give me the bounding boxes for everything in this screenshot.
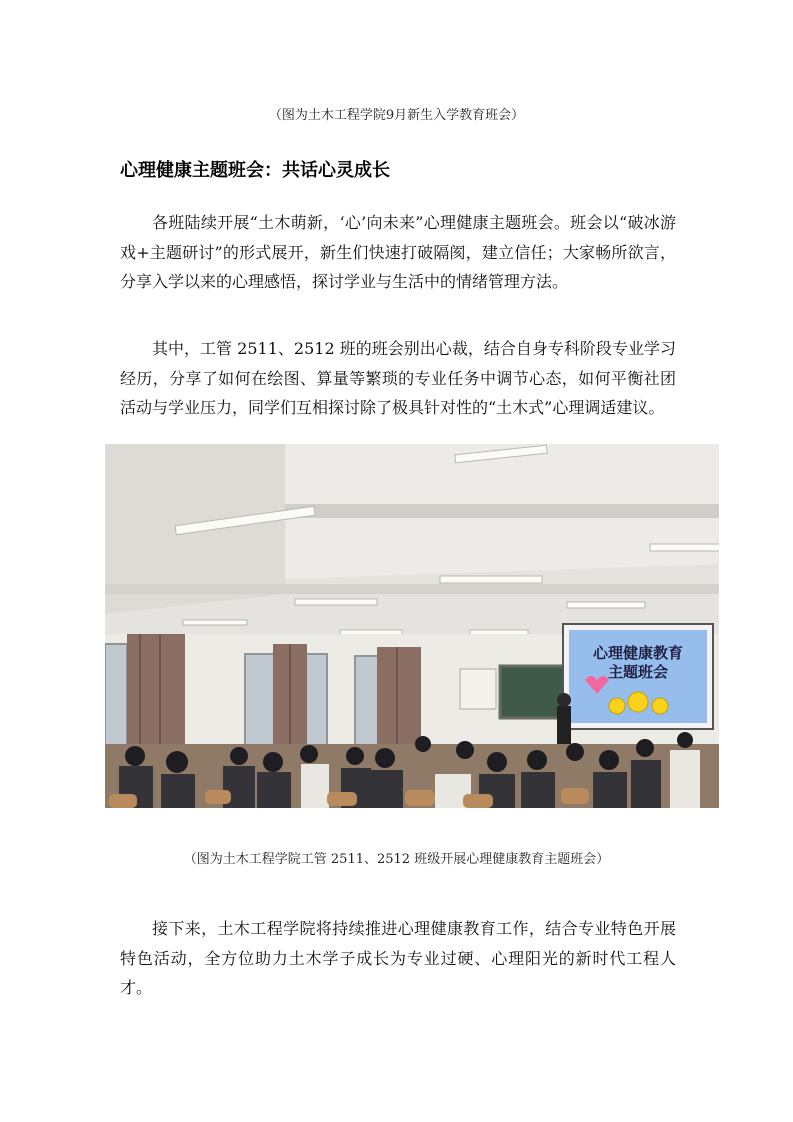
paragraph-outlook: 接下来，土木工程学院将持续推进心理健康教育工作，结合专业特色开展特色活动，全方位助力土木学子成长为专业过硬、心理阳光的新时代工程人才。 bbox=[120, 919, 676, 997]
top-photo-caption: （图为土木工程学院9月新生入学教育班会） bbox=[268, 108, 525, 123]
paragraph-class-detail: 其中，工管 2511、2512 班的班会别出心裁，结合自身专科阶段专业学习经历，分享了如何在绘图、算量等繁琐的专业任务中调节心态，如何平衡社团活动与学业压力，同学们互相探讨除了极具针对性的“土木式”心理调适建议。 bbox=[120, 339, 676, 417]
paragraph-intro: 各班陆续开展“土木萌新，‘心’向未来”心理健康主题班会。班会以“破冰游戏+主题研讨”的形式展开，新生们快速打破隔阂，建立信任；大家畅所欲言，分享入学以来的心理感悟，探讨学业与生活中的情绪管理方法。 bbox=[120, 213, 676, 291]
classroom-photo bbox=[105, 444, 719, 808]
screen-title-line1: 心理健康教育 bbox=[592, 644, 684, 662]
screen-title-line2: 主题班会 bbox=[607, 663, 669, 681]
section-heading: 心理健康主题班会：共话心灵成长 bbox=[120, 160, 390, 181]
classroom-photo-caption: （图为土木工程学院工管 2511、2512 班级开展心理健康教育主题班会） bbox=[183, 852, 610, 867]
